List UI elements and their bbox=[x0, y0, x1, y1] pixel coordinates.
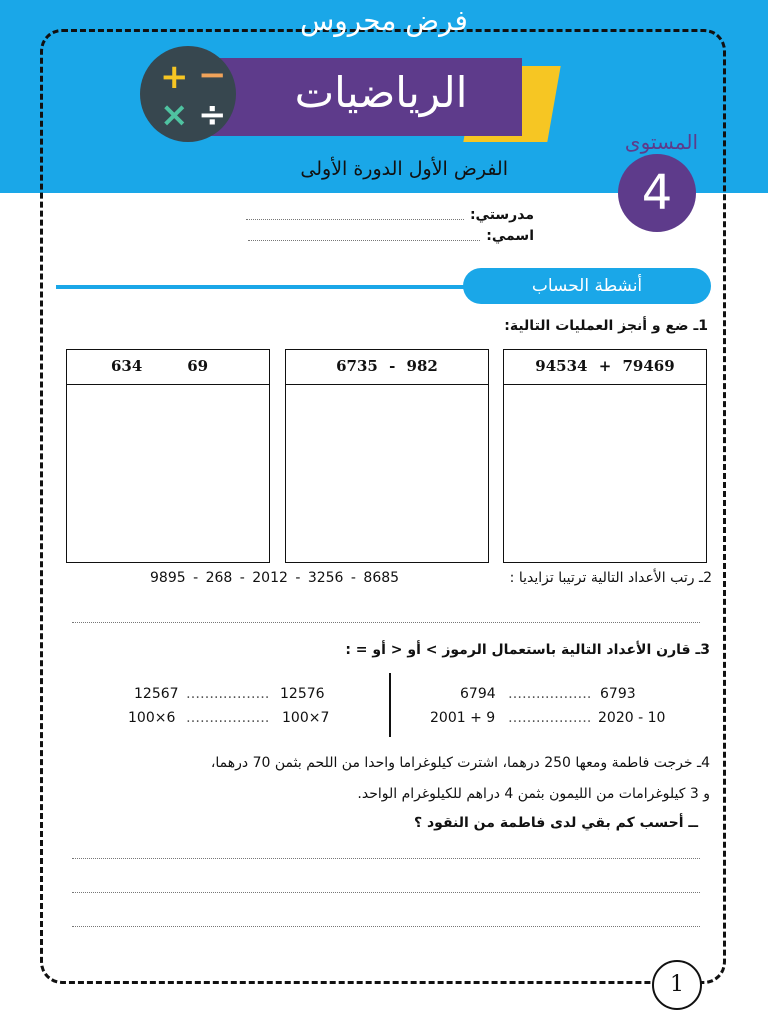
operation-box-3 bbox=[66, 349, 270, 563]
cmp-r2-dots[interactable]: ……..………. bbox=[508, 710, 592, 726]
operation-3: 634 69 bbox=[67, 350, 269, 385]
operation-2: 6735 - 982 bbox=[286, 350, 488, 385]
level-label: المستوى bbox=[624, 130, 698, 154]
subject-title: الرياضيات bbox=[294, 68, 468, 117]
level-badge: 4 bbox=[618, 154, 696, 232]
cmp-r1-dots[interactable]: ……..………. bbox=[508, 686, 592, 702]
divide-icon: ÷ bbox=[198, 95, 227, 135]
header-title: فرض محروس bbox=[300, 4, 468, 37]
q2-answer-line[interactable] bbox=[72, 622, 700, 623]
q4-answer-line-3[interactable] bbox=[72, 926, 700, 927]
compare-divider bbox=[389, 673, 391, 737]
name-label: اسمي: bbox=[486, 228, 534, 244]
cmp-l2-a: 100×7 bbox=[282, 710, 330, 726]
name-field[interactable] bbox=[248, 240, 480, 241]
cmp-r1-a: 6793 bbox=[600, 686, 636, 702]
calculator-operations-icon bbox=[140, 46, 236, 142]
times-icon: × bbox=[160, 95, 189, 135]
cmp-l1-b: 12567 bbox=[134, 686, 179, 702]
q4-line1: 4ـ خرجت فاطمة ومعها 250 درهما، اشترت كيلوغراما واحدا من اللحم بثمن 70 درهما، bbox=[210, 755, 710, 771]
q3-prompt: 3ـ قارن الأعداد التالية باستعمال الرموز > أو < أو = : bbox=[345, 642, 710, 658]
q4-answer-line-1[interactable] bbox=[72, 858, 700, 859]
cmp-r1-b: 6794 bbox=[460, 686, 496, 702]
cmp-l1-a: 12576 bbox=[280, 686, 325, 702]
exam-title: الفرض الأول الدورة الأولى bbox=[300, 158, 508, 180]
plus-icon: + bbox=[160, 57, 189, 97]
q4-answer-line-2[interactable] bbox=[72, 892, 700, 893]
cmp-l2-b: 100×6 bbox=[128, 710, 176, 726]
operation-1: 94534 + 79469 bbox=[504, 350, 706, 385]
q2-numbers: 9895 - 268 - 2012 - 3256 - 8685 bbox=[150, 570, 400, 586]
school-field[interactable] bbox=[246, 219, 464, 220]
cmp-r2-a: 2020 - 10 bbox=[598, 710, 666, 726]
page-number: 1 bbox=[652, 960, 702, 1010]
cmp-l1-dots[interactable]: ……..………. bbox=[186, 686, 270, 702]
section-title: أنشطة الحساب bbox=[463, 268, 711, 304]
operation-box-2 bbox=[285, 349, 489, 563]
q4-question: ــ أحسب كم بقي لدى فاطمة من النقود ؟ bbox=[414, 815, 698, 831]
cmp-l2-dots[interactable]: ……..………. bbox=[186, 710, 270, 726]
q1-prompt: 1ـ ضع و أنجز العمليات التالية: bbox=[504, 318, 708, 334]
operation-box-1 bbox=[503, 349, 707, 563]
minus-icon: − bbox=[198, 55, 227, 95]
q4-line2: و 3 كيلوغرامات من الليمون بثمن 4 دراهم للكيلوغرام الواحد. bbox=[357, 786, 710, 802]
q2-prompt: 2ـ رتب الأعداد التالية ترتيبا تزايديا : bbox=[509, 570, 712, 586]
school-label: مدرستي: bbox=[469, 207, 534, 223]
section-rule bbox=[56, 285, 496, 289]
cmp-r2-b: 2001 + 9 bbox=[430, 710, 496, 726]
